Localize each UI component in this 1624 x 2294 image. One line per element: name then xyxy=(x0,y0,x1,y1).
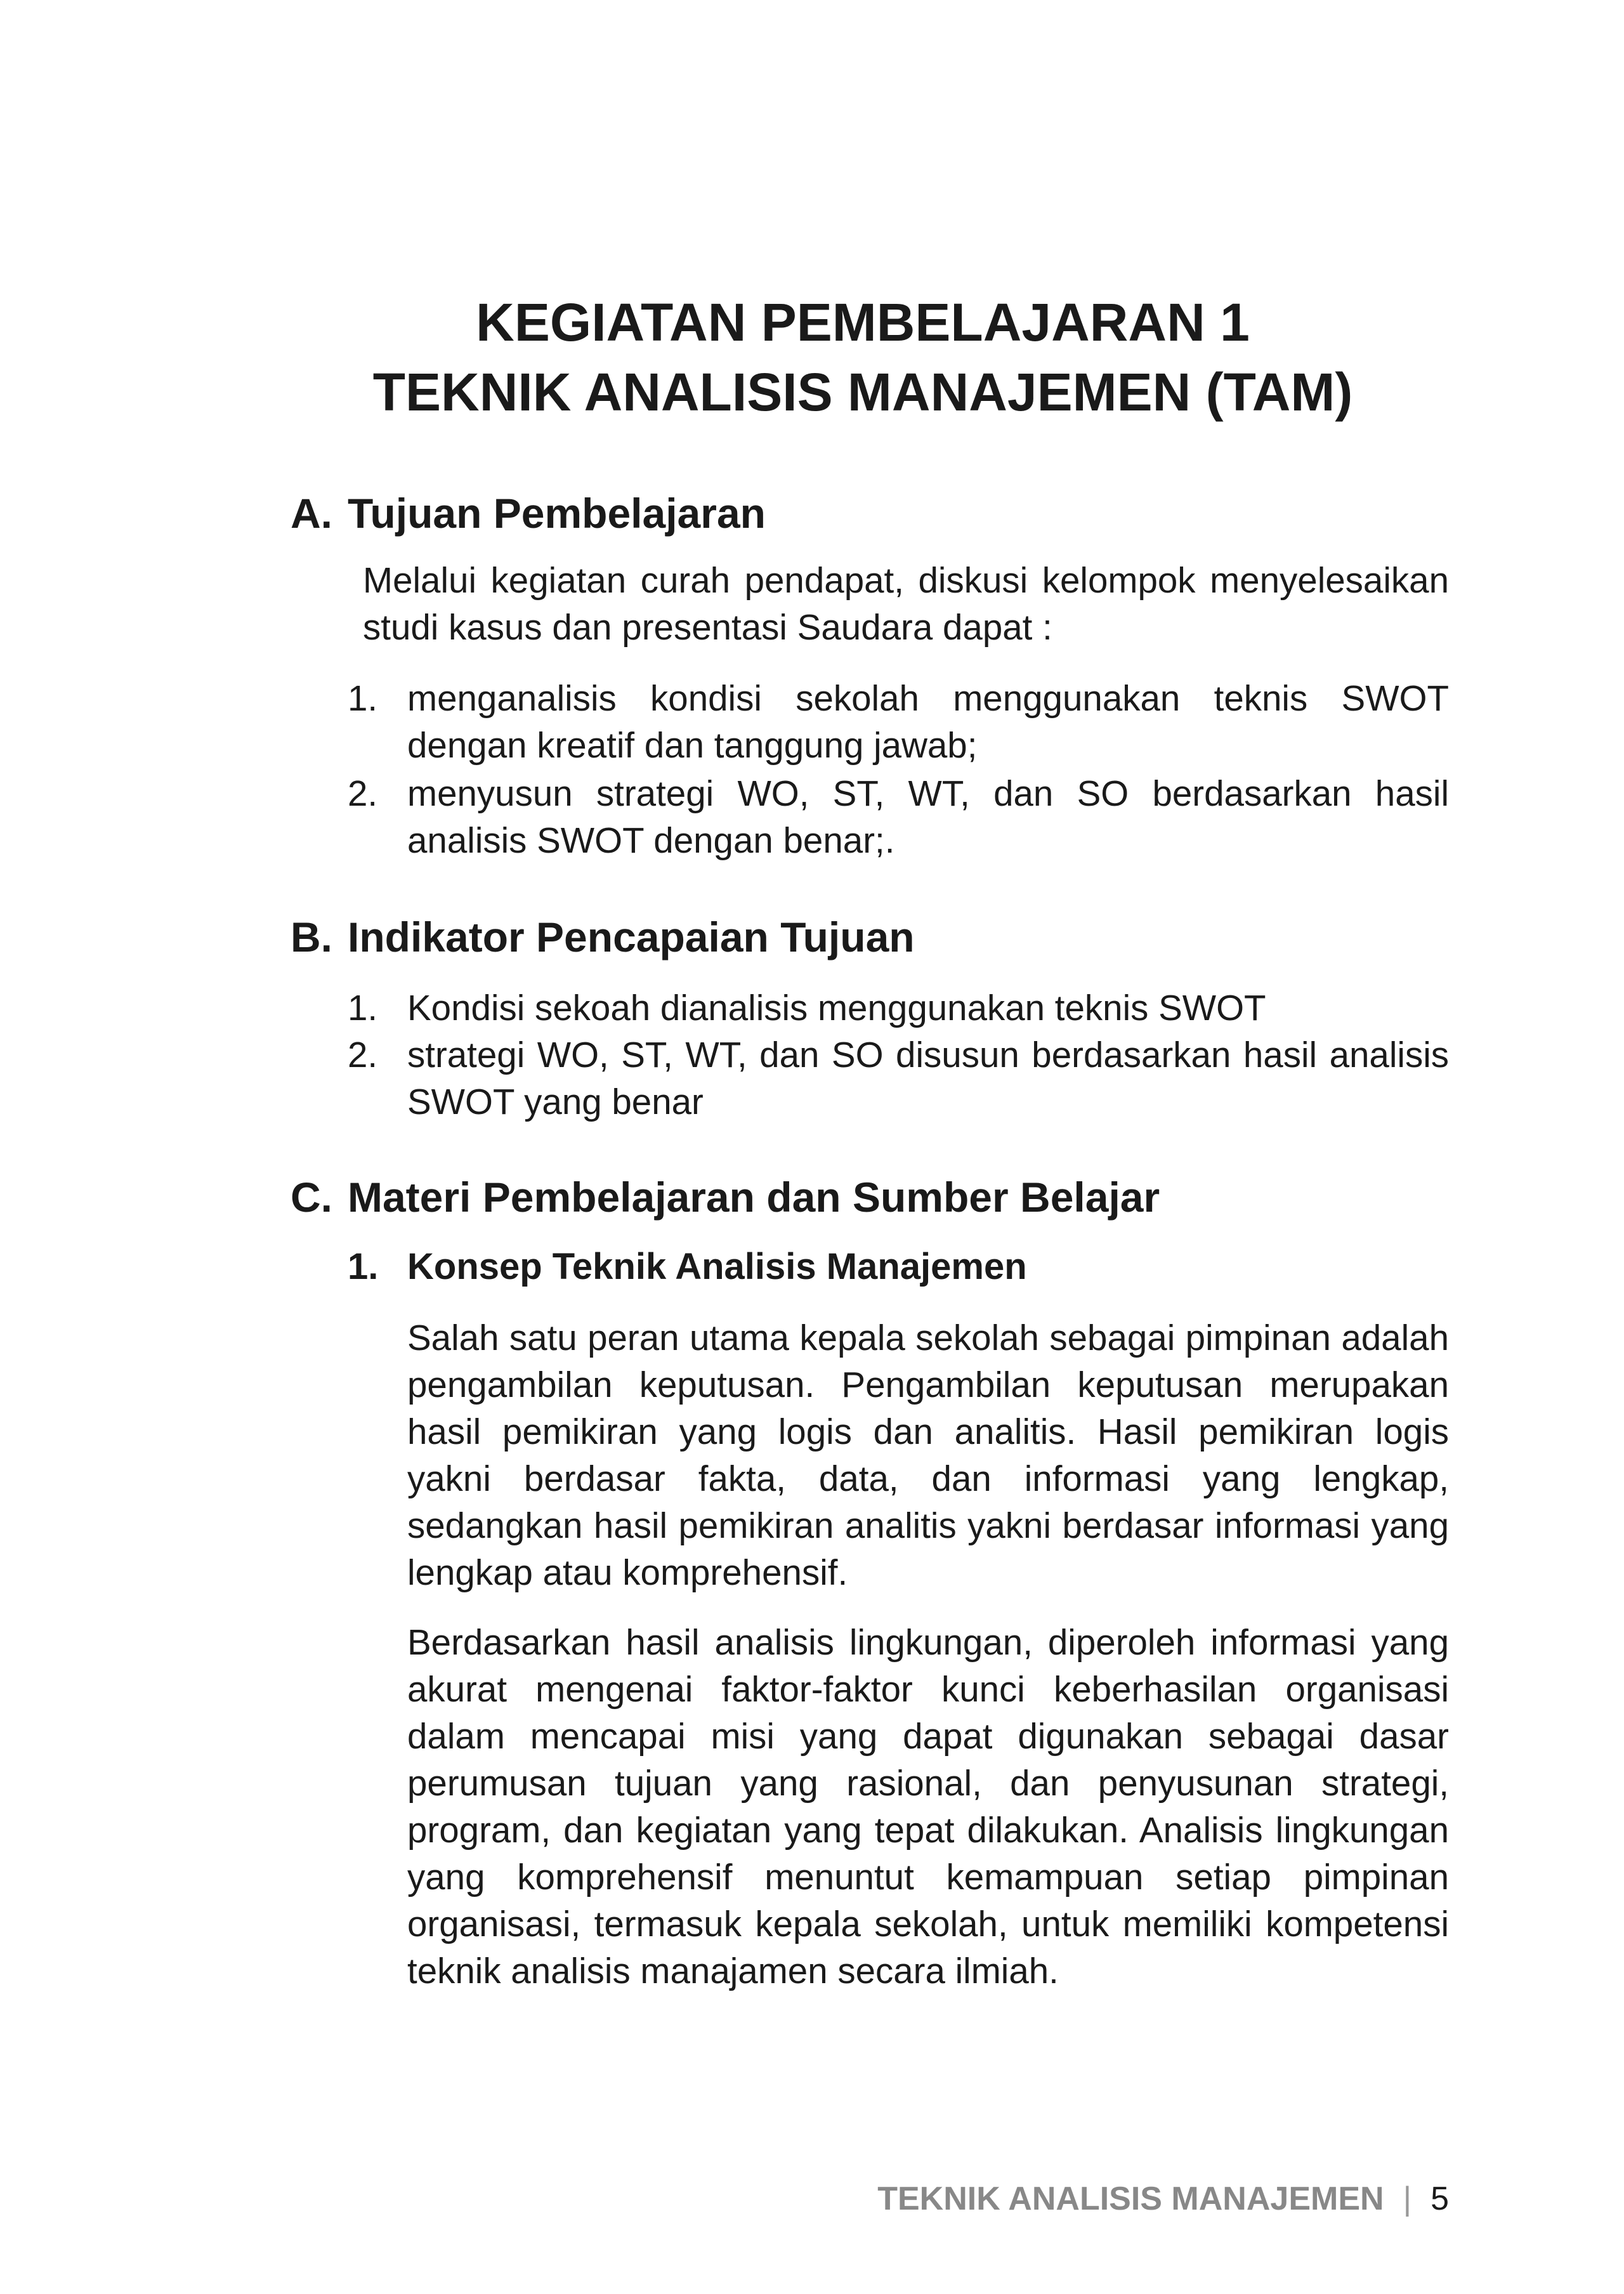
list-item xyxy=(348,770,1449,864)
list-item-number: 1. xyxy=(348,678,378,718)
section-c-heading xyxy=(291,1174,1160,1221)
list-item-number: 2. xyxy=(348,773,378,813)
section-c-letter: C. xyxy=(291,1174,332,1221)
subheading-number: 1. xyxy=(348,1246,379,1287)
list-item-text: menyusun strategi WO, ST, WT, dan SO berdasarkan hasil analisis SWOT dengan benar;. xyxy=(407,773,1449,860)
section-c-subheading xyxy=(348,1246,1027,1287)
list-item xyxy=(348,985,1449,1032)
footer-title: TEKNIK ANALISIS MANAJEMEN xyxy=(877,2180,1384,2217)
list-item-number: 2. xyxy=(348,1035,378,1075)
list-item-text: strategi WO, ST, WT, dan SO disusun berdasarkan hasil analisis SWOT yang benar xyxy=(407,1035,1449,1122)
page-title-line-1: KEGIATAN PEMBELAJARAN 1 xyxy=(476,292,1250,352)
subheading-title: Konsep Teknik Analisis Manajemen xyxy=(407,1246,1027,1287)
list-item xyxy=(348,675,1449,769)
footer-separator: | xyxy=(1403,2180,1412,2217)
list-item-text: Kondisi sekoah dianalisis menggunakan teknis SWOT xyxy=(407,988,1266,1028)
section-a-title: Tujuan Pembelajaran xyxy=(348,490,766,537)
body-paragraph-1: Salah satu peran utama kepala sekolah sebagai pimpinan adalah pengambilan keputusan. Pengambilan keputusan merupakan hasil pemikiran yang logis dan analitis. Hasil pemikiran logis yakni berdasar fakta, data, dan informasi yang lengkap, sedangkan hasil pemikiran analitis yakni berdasar informasi yang lengkap atau komprehensif. xyxy=(407,1318,1449,1592)
list-item-text: menganalisis kondisi sekolah menggunakan teknis SWOT dengan kreatif dan tanggung jawab; xyxy=(407,678,1449,765)
section-c-title: Materi Pembelajaran dan Sumber Belajar xyxy=(348,1174,1160,1221)
section-a-letter: A. xyxy=(291,490,332,537)
list-item-number: 1. xyxy=(348,988,378,1028)
section-a-intro: Melalui kegiatan curah pendapat, diskusi kelompok menyelesaikan studi kasus dan presentasi Saudara dapat : xyxy=(363,560,1449,647)
page-footer xyxy=(877,2182,1449,2215)
list-item xyxy=(348,1032,1449,1125)
section-a-heading xyxy=(291,490,766,537)
section-b-heading xyxy=(291,916,915,958)
section-a-list xyxy=(348,675,1449,864)
page-number: 5 xyxy=(1431,2180,1449,2217)
section-b-letter: B. xyxy=(291,914,332,960)
body-paragraph-2: Berdasarkan hasil analisis lingkungan, diperoleh informasi yang akurat mengenai faktor-faktor kunci keberhasilan organisasi dalam mencapai misi yang dapat digunakan sebagai dasar perumusan tujuan yang rasional, dan penyusunan strategi, program, dan kegiatan yang tepat dilakukan. Analisis lingkungan yang komprehensif menuntut kemampuan setiap pimpinan organisasi, termasuk kepala sekolah, untuk memiliki kompetensi teknik analisis manajamen secara ilmiah. xyxy=(407,1622,1449,1991)
section-b-title: Indikator Pencapaian Tujuan xyxy=(348,914,915,960)
section-b-list xyxy=(348,985,1449,1125)
page-title-line-2: TEKNIK ANALISIS MANAJEMEN (TAM) xyxy=(372,362,1353,422)
